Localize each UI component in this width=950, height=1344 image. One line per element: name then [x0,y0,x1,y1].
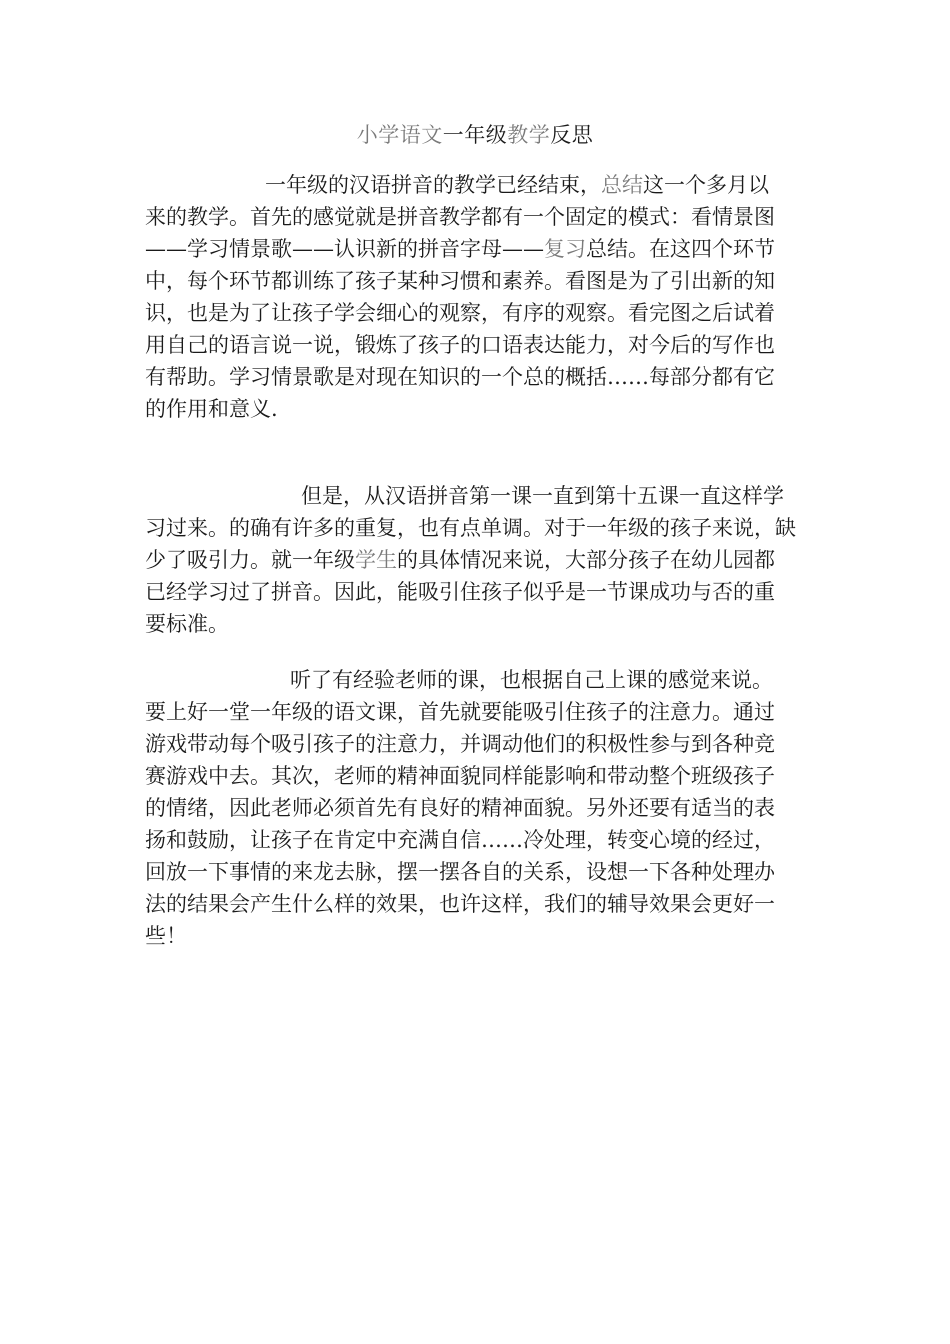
text-line [145,169,809,201]
text-line [145,608,809,640]
text-run: 回放一下事情的来龙去脉，摆一摆各自的关系，设想一下各种处理办 [145,860,775,884]
text-run: 法的结果会产生什么样的效果，也许这样，我们的辅导效果会更好一 [145,892,775,916]
text-run: 游戏带动每个吸引孩子的注意力，并调动他们的积极性参与到各种竞 [145,732,775,756]
title-part: 小学语文 [356,123,443,147]
text-run: 听了有经验老师的课，也根据自己上课的感觉来说。 [290,668,773,692]
text-line [145,393,809,425]
text-run: 要上好一堂一年级的语文课，首先就要能吸引住孩子的注意力。通过 [145,700,775,724]
text-line [145,265,809,297]
text-run: 的作用和意义. [145,397,278,421]
text-line [145,920,809,952]
text-line [145,201,809,233]
document-title [0,120,950,150]
text-line [145,233,809,265]
text-run: 的情绪，因此老师必须首先有良好的精神面貌。另外还要有适当的表 [145,796,775,820]
paragraph-3 [145,664,809,952]
text-run: 少了吸引力。就一年级 [145,548,355,572]
text-line [145,576,809,608]
text-line [145,792,809,824]
text-run: 赛游戏中去。其次，老师的精神面貌同样能影响和带动整个班级孩子 [145,764,775,788]
text-run: 有帮助。学习情景歌是对现在知识的一个总的概括……每部分都有它 [145,365,775,389]
title-part: 反思 [550,123,594,147]
text-run: 些！ [145,924,187,948]
text-line [145,480,809,512]
text-line [145,329,809,361]
text-run: 扬和鼓励，让孩子在肯定中充满自信……冷处理，转变心境的经过， [145,828,775,852]
text-line [145,888,809,920]
text-run: 总结 [601,173,643,197]
text-line [145,297,809,329]
text-run: 来的教学。首先的感觉就是拼音教学都有一个固定的模式：看情景图 [145,205,775,229]
text-line [145,544,809,576]
text-run: 总结。在这四个环节 [586,237,775,261]
text-run: 用自己的语言说一说，锻炼了孩子的口语表达能力，对今后的写作也 [145,333,775,357]
paragraph-1 [145,169,809,425]
text-run: 但是，从汉语拼音第一课一直到第十五课一直这样学 [301,484,784,508]
text-line [145,664,809,696]
text-run: 中，每个环节都训练了孩子某种习惯和素养。看图是为了引出新的知 [145,269,775,293]
text-run: 已经学习过了拼音。因此，能吸引住孩子似乎是一节课成功与否的重 [145,580,775,604]
text-run: 要标准。 [145,612,229,636]
text-run: ——学习情景歌——认识新的拼音字母—— [145,237,544,261]
text-run: 的具体情况来说，大部分孩子在幼儿园都 [397,548,775,572]
text-line [145,512,809,544]
text-run: 复习 [544,237,586,261]
text-line [145,760,809,792]
text-line [145,361,809,393]
title-part: 一年级 [442,123,508,147]
title-part: 教学 [507,123,551,147]
text-line [145,696,809,728]
text-line [145,824,809,856]
text-run: 学生 [355,548,397,572]
text-run: 这一个多月以 [643,173,769,197]
text-run: 习过来。的确有许多的重复，也有点单调。对于一年级的孩子来说，缺 [145,516,796,540]
text-run: 一年级的汉语拼音的教学已经结束， [265,173,601,197]
text-line [145,728,809,760]
text-line [145,856,809,888]
paragraph-2 [145,480,809,640]
text-run: 识，也是为了让孩子学会细心的观察，有序的观察。看完图之后试着 [145,301,775,325]
